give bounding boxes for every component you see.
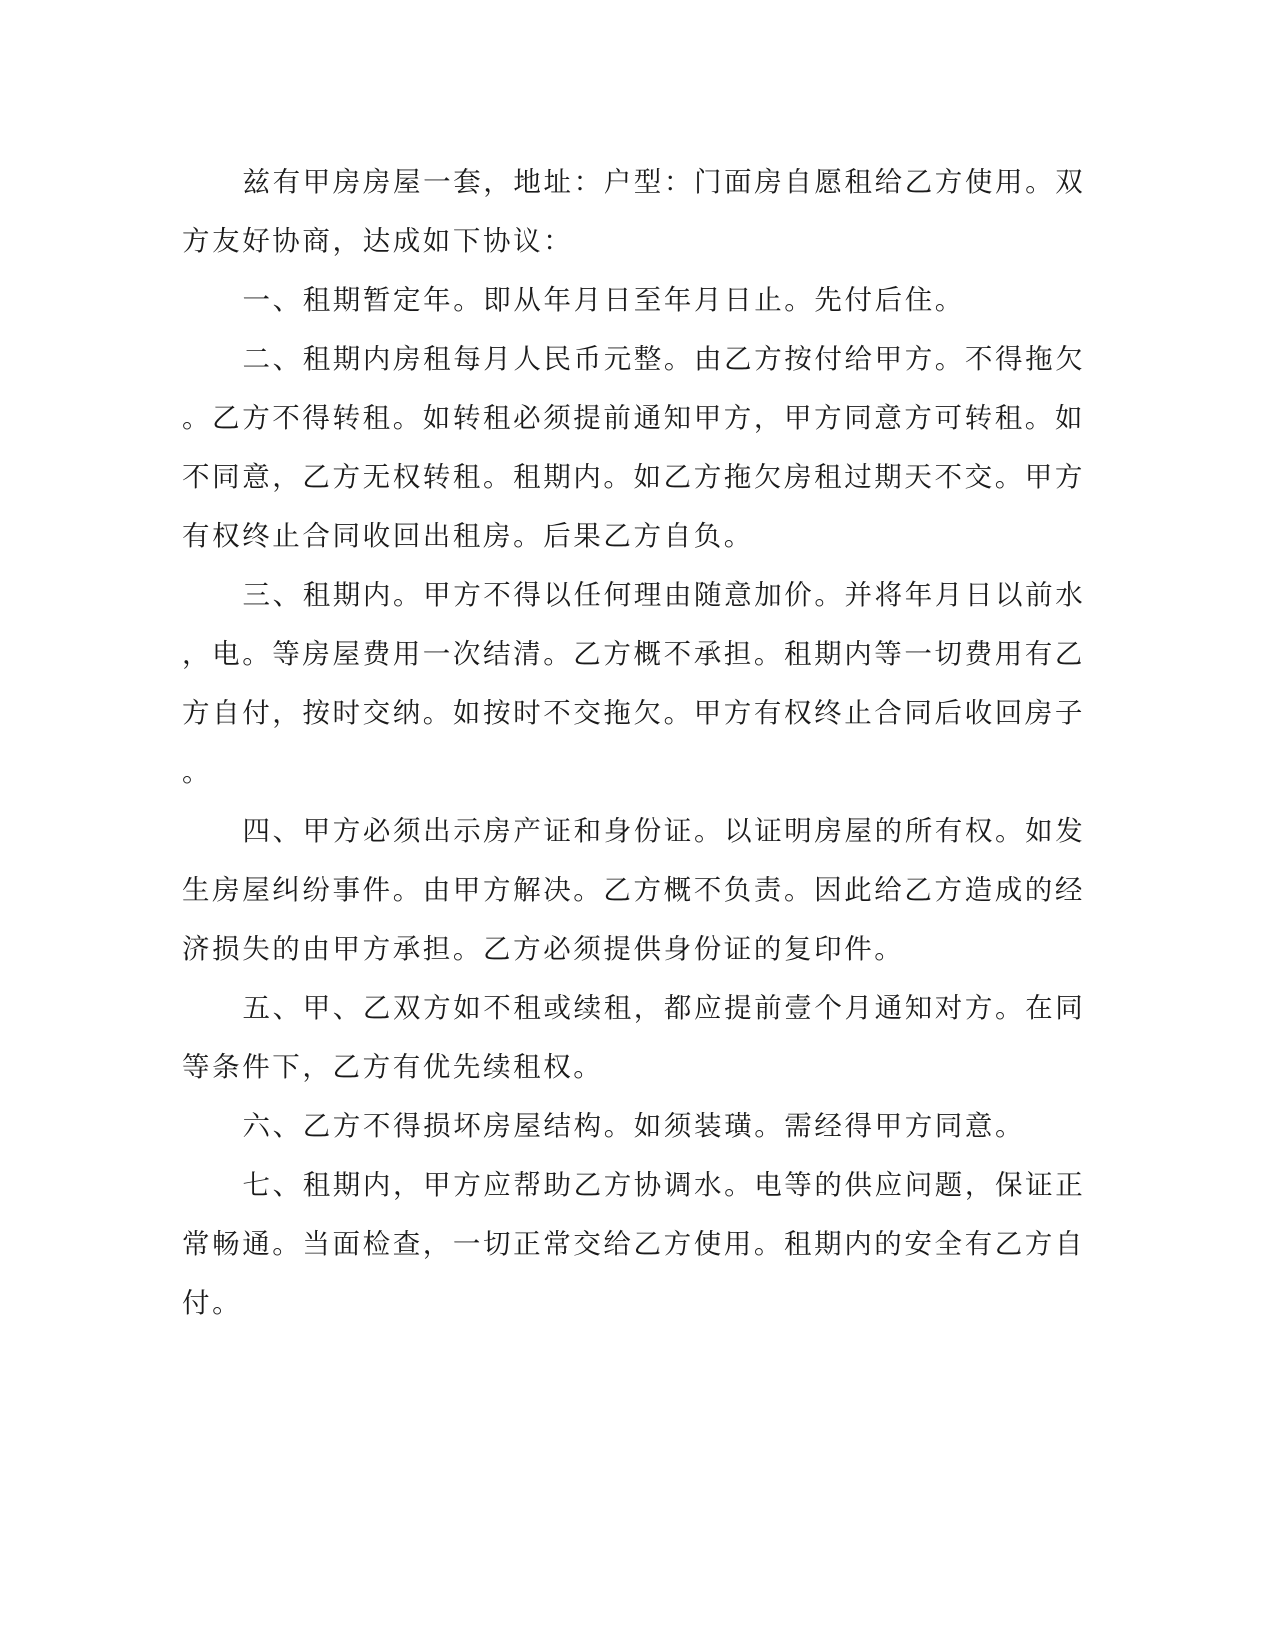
paragraph-line: 付。 — [182, 1287, 243, 1319]
paragraph-line: 济损失的由甲方承担。乙方必须提供身份证的复印件。 — [182, 933, 905, 965]
paragraph-line: 等条件下，乙方有优先续租权。 — [182, 1051, 604, 1083]
paragraph-clause-1 — [182, 271, 1030, 330]
paragraph-line: 三、租期内。甲方不得以任何理由随意加价。并将年月日以前水 — [242, 579, 1086, 611]
paragraph-line: 六、乙方不得损坏房屋结构。如须装璜。需经得甲方同意。 — [242, 1110, 1026, 1142]
paragraph-line: 不同意，乙方无权转租。租期内。如乙方拖欠房租过期天不交。甲方 — [182, 461, 1085, 493]
paragraph-line: 。乙方不得转租。如转租必须提前通知甲方，甲方同意方可转租。如 — [182, 402, 1085, 434]
paragraph-clause-3 — [182, 566, 1086, 802]
paragraph-line: 一、租期暂定年。即从年月日至年月日止。先付后住。 — [242, 284, 965, 316]
document-body — [182, 153, 1086, 1333]
paragraph-clause-2 — [182, 330, 1086, 566]
paragraph-line: 。 — [182, 756, 213, 788]
paragraph-clause-5 — [182, 979, 1086, 1097]
paragraph-line: 常畅通。当面检查，一切正常交给乙方使用。租期内的安全有乙方自 — [182, 1228, 1085, 1260]
paragraph-clause-6 — [182, 1097, 1030, 1156]
paragraph-line: 七、租期内，甲方应帮助乙方协调水。电等的供应问题，保证正 — [242, 1169, 1086, 1201]
paragraph-line: 方自付，按时交纳。如按时不交拖欠。甲方有权终止合同后收回房子 — [182, 697, 1085, 729]
paragraph-line: 兹有甲房房屋一套，地址：户型：门面房自愿租给乙方使用。双 — [242, 166, 1086, 198]
paragraph-line: 生房屋纠纷事件。由甲方解决。乙方概不负责。因此给乙方造成的经 — [182, 874, 1085, 906]
paragraph-line: 方友好协商，达成如下协议： — [182, 225, 574, 257]
paragraph-line: 有权终止合同收回出租房。后果乙方自负。 — [182, 520, 754, 552]
paragraph-clause-7 — [182, 1156, 1086, 1333]
paragraph-line: 四、甲方必须出示房产证和身份证。以证明房屋的所有权。如发 — [242, 815, 1086, 847]
paragraph-line: 五、甲、乙双方如不租或续租，都应提前壹个月通知对方。在同 — [242, 992, 1086, 1024]
paragraph-line: ，电。等房屋费用一次结清。乙方概不承担。租期内等一切费用有乙 — [182, 638, 1085, 670]
paragraph-clause-4 — [182, 802, 1086, 979]
paragraph-intro — [182, 153, 1086, 271]
paragraph-line: 二、租期内房租每月人民币元整。由乙方按付给甲方。不得拖欠 — [242, 343, 1086, 375]
